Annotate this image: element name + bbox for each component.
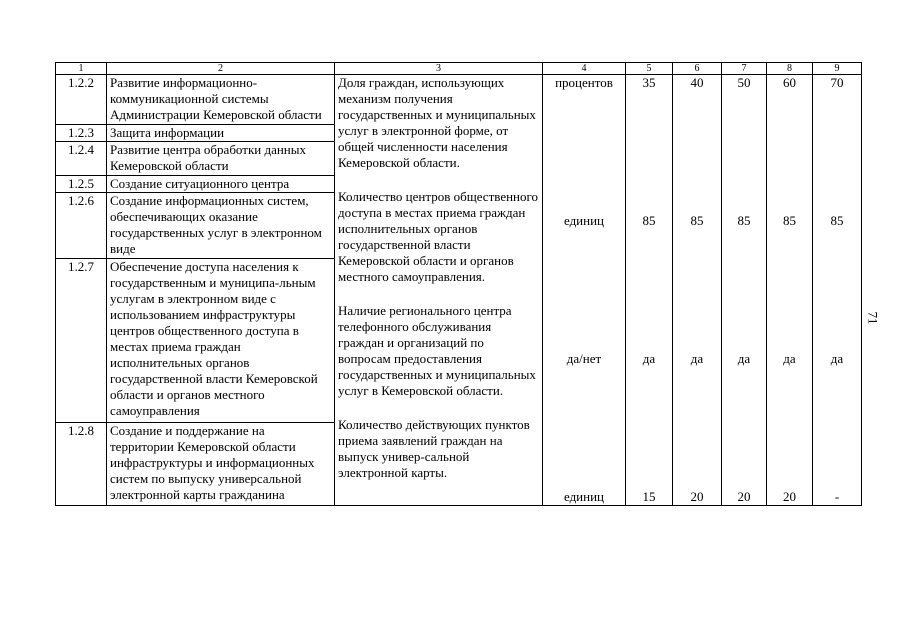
value: 85 xyxy=(830,213,844,228)
row-number: 1.2.6 xyxy=(56,193,107,259)
row-name: Развитие центра обработки данных Кемеровской области xyxy=(107,142,335,176)
row-number: 1.2.3 xyxy=(56,124,107,141)
row-number: 1.2.5 xyxy=(56,175,107,192)
indicator-text: Доля граждан, использующих механизм получения государственных и муниципальных услуг в электронной форме, от общей численности населения Кемеровской области. xyxy=(338,75,536,170)
indicator-text: Количество центров общественного доступа в местах приема граждан исполнительных органов государственной власти Кемеровской области и органов местного самоуправления. xyxy=(338,189,539,284)
value-cell-9 xyxy=(813,75,862,506)
value: 85 xyxy=(642,213,656,228)
row-name: Развитие информационно-коммуникационной системы Администрации Кемеровской области xyxy=(107,75,335,125)
value: 40 xyxy=(690,75,704,90)
row-name: Создание информационных систем, обеспечивающих оказание государственных услуг в электронном виде xyxy=(107,193,335,259)
header-cell: 3 xyxy=(335,63,543,75)
indicator-text: Наличие регионального центра телефонного обслуживания граждан и организаций по вопросам предоставления государственных и муниципальных услуг в Кемеровской области. xyxy=(338,303,536,398)
value: 70 xyxy=(830,75,844,90)
value-cell-8 xyxy=(767,75,813,506)
unit-cell xyxy=(543,75,626,506)
value: 85 xyxy=(783,213,796,228)
header-cell: 9 xyxy=(813,63,862,75)
value: 15 xyxy=(642,489,656,504)
row-number: 1.2.7 xyxy=(56,259,107,423)
value: 20 xyxy=(690,489,704,504)
value-cell-7 xyxy=(722,75,767,506)
value: 20 xyxy=(783,489,796,504)
value: 60 xyxy=(783,75,796,90)
value: да xyxy=(830,351,844,366)
header-cell: 8 xyxy=(767,63,813,75)
value: 35 xyxy=(642,75,656,90)
header-row xyxy=(56,63,862,75)
unit-value: да/нет xyxy=(566,351,602,366)
indicator-text: Количество действующих пунктов приема заявлений граждан на выпуск универ-сальной электронной карты. xyxy=(338,417,530,480)
row-name: Обеспечение доступа населения к государственным и муниципа-льным услугам в электронном виде с использованием инфраструктуры центров общественного доступа в местах приема граждан исполнительных органов государственной власти Кемеровской области и органов местного самоуправления xyxy=(107,259,335,423)
value: 85 xyxy=(690,213,704,228)
row-name: Создание и поддержание на территории Кемеровской области инфраструктуры и информационных систем по выпуску универсальной электронной карты гражданина xyxy=(107,423,335,506)
value: да xyxy=(783,351,796,366)
value-cell-5 xyxy=(626,75,673,506)
program-table xyxy=(55,62,862,506)
table-row xyxy=(56,75,862,125)
row-name: Создание ситуационного центра xyxy=(107,175,335,192)
page-number: 71 xyxy=(865,311,881,325)
value: да xyxy=(737,351,751,366)
header-cell: 7 xyxy=(722,63,767,75)
row-number: 1.2.2 xyxy=(56,75,107,125)
value: 85 xyxy=(737,213,751,228)
indicator-cell xyxy=(335,75,543,506)
unit-value: единиц xyxy=(563,489,605,504)
value: 50 xyxy=(737,75,751,90)
header-cell: 1 xyxy=(56,63,107,75)
header-cell: 6 xyxy=(673,63,722,75)
unit-value: процентов xyxy=(555,75,613,90)
value: да xyxy=(642,351,656,366)
row-number: 1.2.4 xyxy=(56,142,107,176)
value: - xyxy=(834,489,840,504)
value: да xyxy=(690,351,704,366)
unit-value: единиц xyxy=(563,213,605,228)
value-cell-6 xyxy=(673,75,722,506)
row-number: 1.2.8 xyxy=(56,423,107,506)
header-cell: 5 xyxy=(626,63,673,75)
header-cell: 2 xyxy=(107,63,335,75)
row-name: Защита информации xyxy=(107,124,335,141)
value: 20 xyxy=(737,489,751,504)
header-cell: 4 xyxy=(543,63,626,75)
